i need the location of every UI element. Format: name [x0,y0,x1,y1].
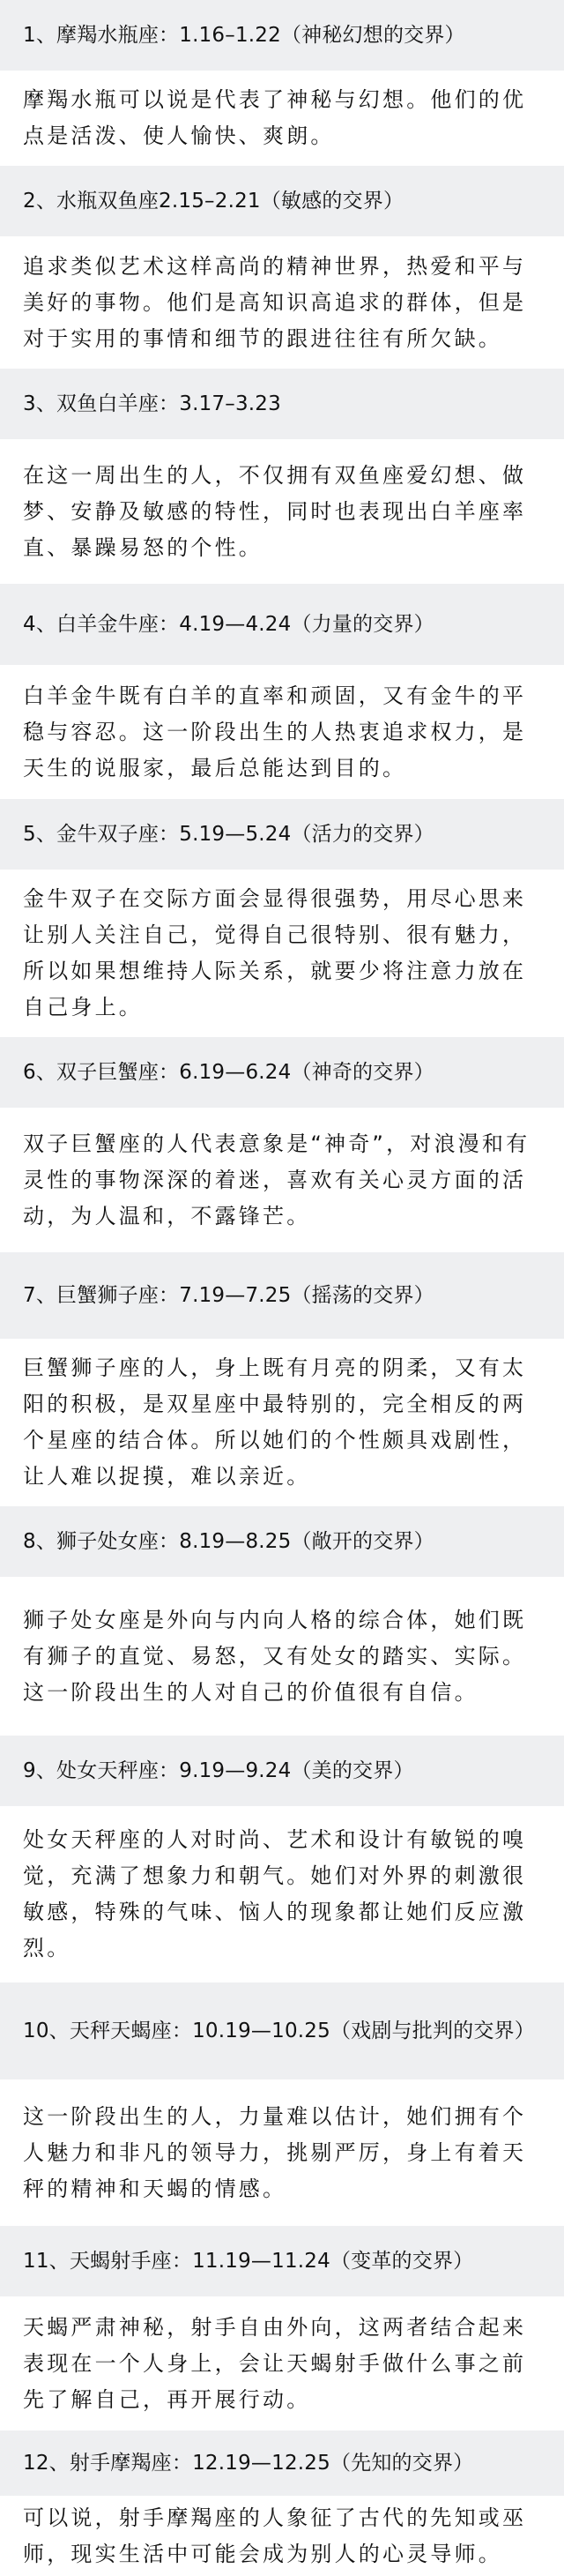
section-heading [0,1982,564,2079]
section-title: 9、处女天秤座：9.19—9.24（美的交界） [23,1759,414,1782]
section-body [0,71,564,166]
section-body [0,1339,564,1506]
section-heading [0,2226,564,2296]
section-heading [0,2430,564,2496]
section-body [0,665,564,799]
section-body [0,2079,564,2226]
section-text: 天蝎严肃神秘，射手自由外向，这两者结合起来表现在一个人身上，会让天蝎射手做什么事之前先了解自己，再开展行动。 [23,2314,527,2412]
section-title: 4、白羊金牛座：4.19—4.24（力量的交界） [23,613,434,636]
section-heading [0,166,564,236]
section-heading [0,1037,564,1108]
section-title: 2、水瓶双鱼座2.15–2.21（敏感的交界） [23,190,404,213]
section-text: 金牛双子在交际方面会显得很强势，用尽心思来让别人关注自己，觉得自己很特别、很有魅力，所以如果想维持人际关系，就要少将注意力放在自己身上。 [23,886,527,1019]
section-body [0,236,564,369]
section-text: 这一阶段出生的人，力量难以估计，她们拥有个人魅力和非凡的领导力，挑剔严厉，身上有着天秤的精神和天蝎的情感。 [23,2103,527,2201]
section-title: 12、射手摩羯座：12.19—12.25（先知的交界） [23,2452,474,2475]
section-heading [0,1736,564,1806]
section-heading [0,369,564,439]
section-title: 1、摩羯水瓶座：1.16–1.22（神秘幻想的交界） [23,24,465,47]
section-text: 追求类似艺术这样高尚的精神世界，热爱和平与美好的事物。他们是高知识高追求的群体，但是对于实用的事情和细节的跟进往往有所欠缺。 [23,253,527,351]
section-body [0,439,564,584]
section-text: 狮子处女座是外向与内向人格的综合体，她们既有狮子的直觉、易怒，又有处女的踏实、实际。这一阶段出生的人对自己的价值很有自信。 [23,1607,527,1705]
section-title: 5、金牛双子座：5.19—5.24（活力的交界） [23,823,434,846]
section-title: 3、双鱼白羊座：3.17–3.23 [23,392,281,415]
section-body [0,1577,564,1736]
section-body [0,1108,564,1252]
section-title: 11、天蝎射手座：11.19—11.24（变革的交界） [23,2250,474,2273]
section-title: 8、狮子处女座：8.19—8.25（敞开的交界） [23,1530,434,1553]
section-heading [0,1506,564,1577]
section-body [0,870,564,1037]
section-title: 6、双子巨蟹座：6.19—6.24（神奇的交界） [23,1061,434,1084]
section-title: 10、天秤天蝎座：10.19—10.25（戏剧与批判的交界） [23,2020,535,2042]
section-text: 处女天秤座的人对时尚、艺术和设计有敏锐的嗅觉，充满了想象力和朝气。她们对外界的刺激很敏感，特殊的气味、恼人的现象都让她们反应激烈。 [23,1827,527,1960]
section-heading [0,1252,564,1339]
section-heading [0,0,564,71]
section-text: 摩羯水瓶可以说是代表了神秘与幻想。他们的优点是活泼、使人愉快、爽朗。 [23,87,527,148]
section-body [0,2296,564,2430]
section-text: 双子巨蟹座的人代表意象是“神奇”，对浪漫和有灵性的事物深深的着迷，喜欢有关心灵方面的活动，为人温和，不露锋芒。 [23,1131,531,1228]
section-text: 巨蟹狮子座的人，身上既有月亮的阴柔，又有太阳的积极，是双星座中最特别的，完全相反的两个星座的结合体。所以她们的个性颇具戏剧性，让人难以捉摸，难以亲近。 [23,1355,527,1489]
section-text: 可以说，射手摩羯座的人象征了古代的先知或巫师，现实生活中可能会成为别人的心灵导师。 [23,2505,527,2566]
section-text: 白羊金牛既有白羊的直率和顽固，又有金牛的平稳与容忍。这一阶段出生的人热衷追求权力，是天生的说服家，最后总能达到目的。 [23,683,527,780]
section-heading [0,799,564,870]
section-body [0,2496,564,2576]
section-body [0,1806,564,1982]
section-text: 在这一周出生的人，不仅拥有双鱼座爱幻想、做梦、安静及敏感的特性，同时也表现出白羊座率直、暴躁易怒的个性。 [23,462,527,560]
section-title: 7、巨蟹狮子座：7.19—7.25（摇荡的交界） [23,1284,434,1307]
section-heading [0,584,564,665]
